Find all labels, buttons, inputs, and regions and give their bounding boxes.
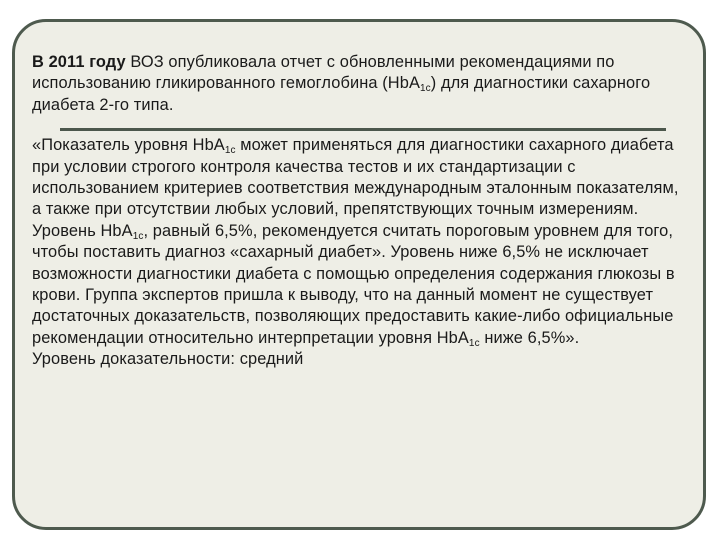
intro-text-part1: ВОЗ опубликовала отчет с обновленными рекомендациями по использованию гликированного гемоглобина (HbA <box>32 53 615 93</box>
quote-p2-part3: ниже 6,5%». <box>479 328 580 347</box>
quote-paragraph-2 <box>32 221 692 349</box>
evidence-level: Уровень доказательности: средний <box>32 350 304 369</box>
intro-text-part2: ) для диагностики сахарного диабета 2-го типа. <box>32 74 651 114</box>
quote-p2-part2: , равный 6,5%, рекомендуется считать пороговым уровнем для того, чтобы поставить диагноз «сахарный диабет». Уровень ниже 6,5% не исключает возможности диагностики диабета с помощью определения содержания глюкозы в крови. Группа экспертов пришла к выводу, что на данный момент не существует достаточных доказательств, позволяющих предоставить какие-либо официальные рекомендации относительно интерпретации уровня HbA <box>32 221 675 347</box>
quote-paragraph-1 <box>32 135 692 221</box>
section-divider <box>60 128 666 131</box>
quote-p2-part1: Уровень HbA <box>32 221 133 240</box>
slide-content <box>32 52 692 371</box>
intro-bold-lead: В 2011 году <box>32 53 126 71</box>
quote-p2-subscript-2: 1c <box>468 337 480 349</box>
quote-p1-part1: «Показатель уровня HbA <box>32 136 225 155</box>
intro-paragraph <box>32 52 692 116</box>
intro-subscript: 1c <box>419 83 431 95</box>
quote-p1-subscript: 1c <box>224 145 236 157</box>
quote-p1-part2: может применяться для диагностики сахарного диабета при условии строгого контроля качества тестов и их стандартизации с использованием критериев соответствия международным эталонным показателям, а также при отсутствии любых условий, препятствующих точным измерениям. <box>32 136 679 219</box>
quote-p2-subscript: 1c <box>132 230 144 242</box>
